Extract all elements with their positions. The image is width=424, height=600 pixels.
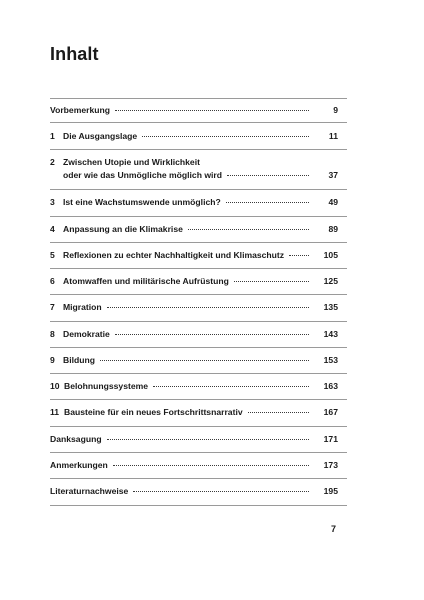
toc-entry-page: 171 [323, 434, 338, 444]
toc-entry-page: 49 [328, 197, 338, 207]
toc-entry-page: 37 [328, 170, 338, 180]
toc-entry-number: 9 [50, 355, 55, 365]
divider [50, 98, 347, 99]
dot-leader [248, 412, 309, 413]
divider [50, 294, 347, 295]
toc-entry-number: 3 [50, 197, 55, 207]
toc-entry-4[interactable] [50, 223, 338, 236]
dot-leader [107, 439, 309, 440]
toc-entry-title: Belohnungssysteme [64, 381, 149, 391]
toc-entry-10[interactable] [50, 380, 338, 393]
divider [50, 268, 347, 269]
toc-entry-number: 6 [50, 276, 55, 286]
toc-entry-page: 11 [328, 131, 338, 141]
toc-entry-page: 125 [323, 276, 338, 286]
dot-leader [100, 360, 309, 361]
divider [50, 122, 347, 123]
toc-entry-title: Anpassung an die Klimakrise [63, 224, 183, 234]
toc-entry-title: Vorbemerkung [50, 105, 111, 115]
dot-leader [226, 202, 309, 203]
toc-entry-11[interactable] [50, 406, 338, 419]
divider [50, 216, 347, 217]
toc-entry-page: 163 [323, 381, 338, 391]
toc-entry-title: Zwischen Utopie und Wirklichkeit [63, 157, 200, 167]
divider [50, 452, 347, 453]
toc-entry-page: 153 [323, 355, 338, 365]
dot-leader [107, 307, 309, 308]
divider [50, 426, 347, 427]
toc-entry-number: 4 [50, 224, 55, 234]
dot-leader [188, 229, 309, 230]
toc-entry-subtitle: oder wie das Unmögliche möglich wird [63, 170, 223, 180]
toc-entry-2[interactable] [50, 156, 338, 182]
toc-entry-5[interactable] [50, 249, 338, 262]
toc-entry-title: Reflexionen zu echter Nachhaltigkeit und Klimaschutz [63, 250, 285, 260]
divider [50, 189, 347, 190]
page-title: Inhalt [50, 44, 99, 64]
toc-entry-page: 143 [323, 329, 338, 339]
toc-entry-number: 11 [50, 407, 60, 417]
divider [50, 373, 347, 374]
toc-entry-title: Demokratie [63, 329, 110, 339]
toc-entry-title: Bausteine für ein neues Fortschrittsnarrativ [64, 407, 243, 417]
toc-entry-page: 89 [328, 224, 338, 234]
dot-leader [227, 175, 309, 176]
dot-leader [153, 386, 309, 387]
toc-entry-number: 7 [50, 302, 55, 312]
toc-entry-number: 1 [50, 131, 55, 141]
divider [50, 478, 347, 479]
dot-leader [115, 110, 309, 111]
toc-entry-title: Bildung [63, 355, 95, 365]
dot-leader [133, 491, 309, 492]
divider [50, 149, 347, 150]
toc-entry-title: Anmerkungen [50, 460, 108, 470]
divider [50, 347, 347, 348]
toc-entry-page: 135 [323, 302, 338, 312]
toc-entry-literaturnachweise[interactable] [50, 485, 338, 498]
toc-entry-title: Literaturnachweise [50, 486, 129, 496]
toc-entry-page: 9 [333, 105, 338, 115]
dot-leader [115, 334, 309, 335]
divider [50, 399, 347, 400]
dot-leader [289, 255, 309, 256]
toc-entry-number: 8 [50, 329, 55, 339]
toc-entry-danksagung[interactable] [50, 433, 338, 446]
toc-entry-anmerkungen[interactable] [50, 459, 338, 472]
toc-entry-page: 173 [323, 460, 338, 470]
dot-leader [142, 136, 309, 137]
toc-entry-number: 2 [50, 157, 55, 167]
page-number: 7 [331, 524, 337, 534]
toc-entry-title: Die Ausgangslage [63, 131, 138, 141]
toc-entry-page: 195 [323, 486, 338, 496]
toc-entry-page: 167 [323, 407, 338, 417]
toc-entry-7[interactable] [50, 301, 338, 314]
toc-entry-page: 105 [323, 250, 338, 260]
toc-entry-1[interactable] [50, 130, 338, 143]
divider [50, 505, 347, 506]
toc-entry-vorbemerkung[interactable] [50, 104, 338, 117]
divider [50, 242, 347, 243]
toc-entry-number: 5 [50, 250, 55, 260]
toc-entry-title: Danksagung [50, 434, 102, 444]
divider [50, 321, 347, 322]
dot-leader [234, 281, 309, 282]
toc-entry-number: 10 [50, 381, 60, 391]
dot-leader [113, 465, 309, 466]
toc-entry-3[interactable] [50, 196, 338, 209]
toc-entry-title: Migration [63, 302, 102, 312]
toc-entry-9[interactable] [50, 354, 338, 367]
toc-entry-6[interactable] [50, 275, 338, 288]
toc-entry-title: Atomwaffen und militärische Aufrüstung [63, 276, 229, 286]
toc-entry-title: Ist eine Wachstumswende unmöglich? [63, 197, 221, 207]
toc-entry-8[interactable] [50, 328, 338, 341]
